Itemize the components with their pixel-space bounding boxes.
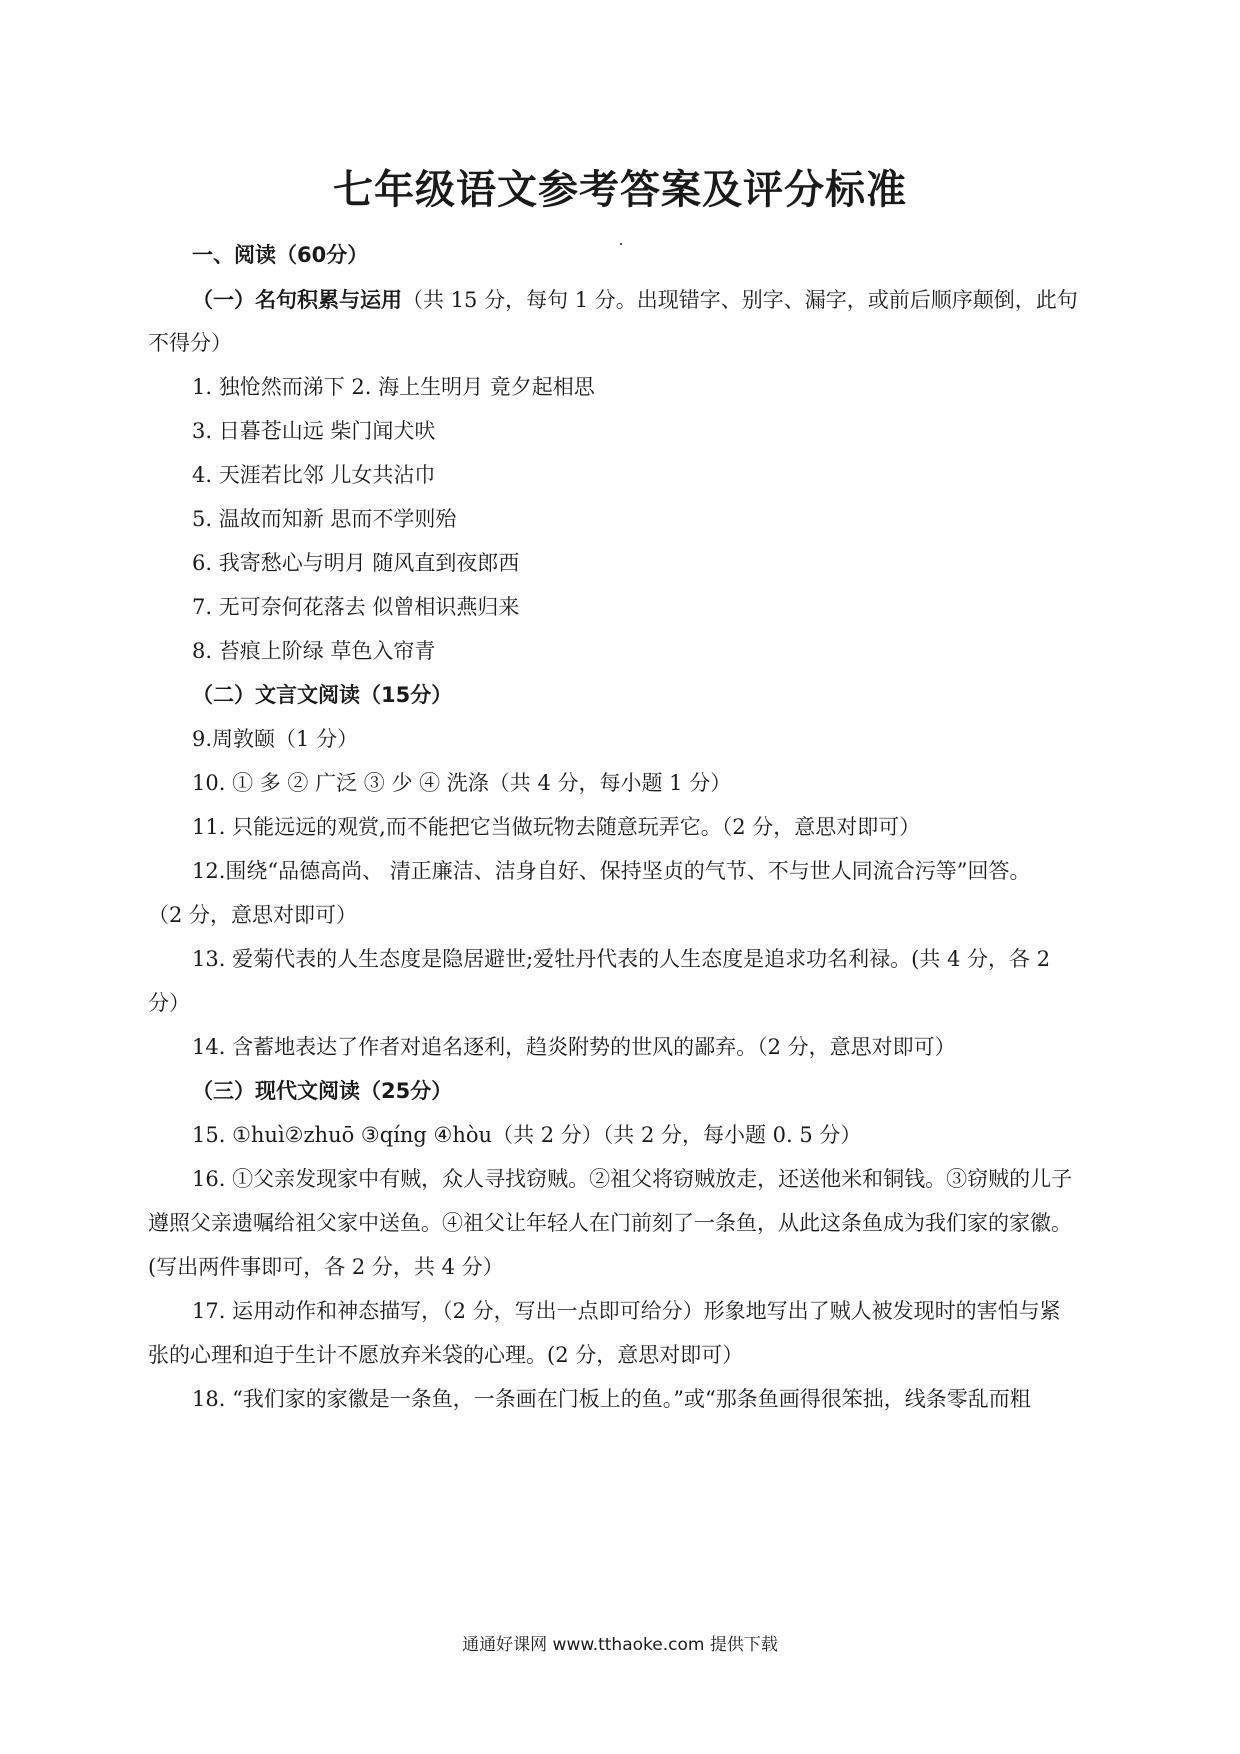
subsection-heading-2: （二）文言文阅读（15分） (192, 683, 453, 707)
answer-line: 遵照父亲遗嘱给祖父家中送鱼。④祖父让年轻人在门前刻了一条鱼，从此这条鱼成为我们家的家徽。 (148, 1211, 1072, 1235)
answer-line: 7. 无可奈何花落去 似曾相识燕归来 (192, 595, 520, 619)
answer-line: 11. 只能远远的观赏,而不能把它当做玩物去随意玩弄它。（2 分，意思对即可） (192, 815, 921, 839)
answer-line: 分） (148, 991, 190, 1015)
answer-line: 14. 含蓄地表达了作者对追名逐利，趋炎附势的世风的鄙弃。（2 分，意思对即可） (192, 1035, 956, 1059)
answer-line: 1. 独怆然而涕下 2. 海上生明月 竟夕起相思 (192, 375, 595, 399)
answer-line: 18. “我们家的家徽是一条鱼，一条画在门板上的鱼。”或“那条鱼画得很笨拙，线条零乱而粗 (192, 1387, 1031, 1411)
answer-line: 6. 我寄愁心与明月 随风直到夜郎西 (192, 551, 520, 575)
answer-line: 8. 苔痕上阶绿 草色入帘青 (192, 639, 436, 663)
answer-line: 5. 温故而知新 思而不学则殆 (192, 507, 457, 531)
answer-line: 4. 天涯若比邻 儿女共沾巾 (192, 463, 436, 487)
answer-line: （2 分，意思对即可） (148, 903, 358, 927)
answer-line: 9.周敦颐（1 分） (192, 727, 359, 751)
answer-line: 17. 运用动作和神态描写，（2 分，写出一点即可给分）形象地写出了贼人被发现时的害怕与紧 (192, 1299, 1061, 1323)
answer-line: 15. ①huì②zhuō ③qíng ④hòu（共 2 分）（共 2 分，每小题 0. 5 分） (192, 1123, 862, 1147)
answer-line: 10. ① 多 ② 广泛 ③ 少 ④ 洗涤（共 4 分，每小题 1 分） (192, 771, 732, 795)
footer-watermark: 通通好课网 www.tthaoke.com 提供下载 (462, 1635, 778, 1655)
text-line: 不得分） (148, 331, 232, 355)
subsection-heading-3: （三）现代文阅读（25分） (192, 1079, 453, 1103)
stray-dot (620, 243, 622, 245)
subsection-title-1: （一）名句积累与运用 (192, 288, 402, 312)
answer-line: 12.围绕“品德高尚、 清正廉洁、洁身自好、保持坚贞的气节、不与世人同流合污等”回答。 (192, 859, 1031, 883)
page-title: 七年级语文参考答案及评分标准 (333, 167, 907, 213)
answer-line: 16. ①父亲发现家中有贼，众人寻找窃贼。②祖父将窃贼放走，还送他米和铜钱。③窃贼的儿子 (192, 1167, 1073, 1191)
answer-line: (写出两件事即可，各 2 分，共 4 分） (148, 1255, 504, 1279)
answer-line: 13. 爱菊代表的人生态度是隐居避世;爱牡丹代表的人生态度是追求功名利禄。(共 4 分，各 2 (192, 947, 1051, 971)
subsection-heading-1 (192, 285, 1078, 315)
subsection-note-1: （共 15 分，每句 1 分。出现错字、别字、漏字，或前后顺序颠倒，此句 (402, 288, 1078, 312)
answer-line: 张的心理和迫于生计不愿放弃米袋的心理。(2 分，意思对即可） (148, 1343, 744, 1367)
section-heading-reading: 一、阅读（60分） (192, 243, 369, 267)
answer-line: 3. 日暮苍山远 柴门闻犬吠 (192, 419, 436, 443)
